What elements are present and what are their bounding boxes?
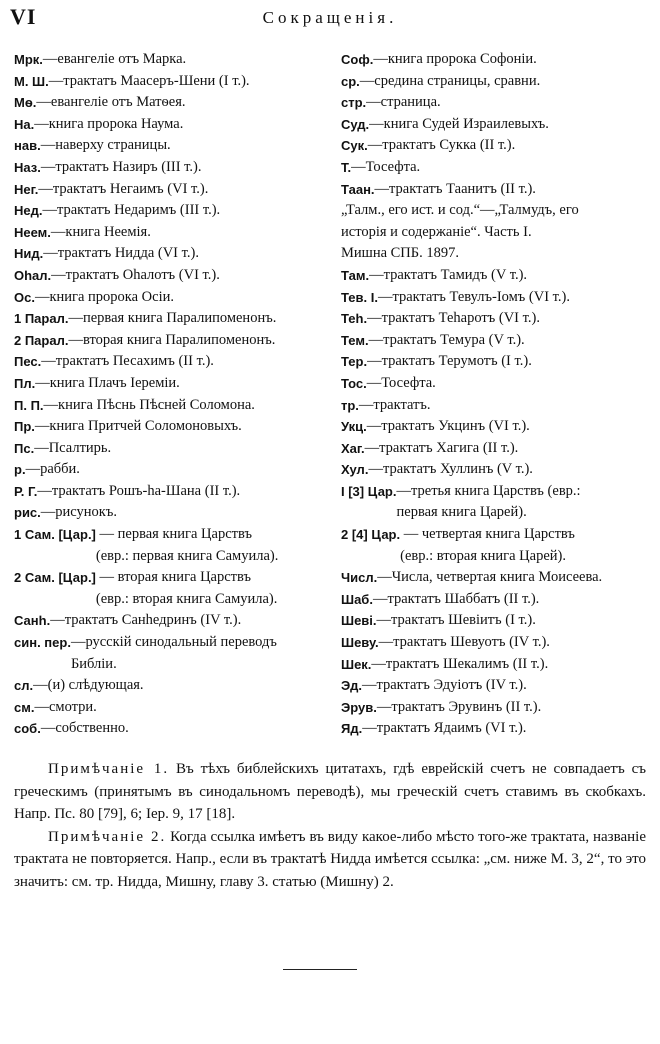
- abbreviation-entry: [14, 718, 326, 740]
- abbreviation-entry: [14, 330, 326, 352]
- abbreviation-entry: [14, 632, 326, 675]
- abbreviation-definition: —трактатъ Негаимъ (VI т.).: [38, 180, 209, 197]
- abbreviation-term: Сук.: [341, 138, 368, 154]
- abbreviation-term: Эрув.: [341, 699, 377, 715]
- abbreviation-entry: [341, 200, 653, 265]
- abbreviation-term: П. П.: [14, 397, 44, 413]
- abbreviation-entry: [341, 438, 653, 460]
- abbreviation-entry: [341, 287, 653, 309]
- abbreviation-entry: [14, 524, 326, 567]
- abbreviation-entry: [341, 697, 653, 719]
- abbreviation-term: Таан.: [341, 181, 375, 197]
- abbreviation-definition: —книга Пѣснь Пѣсней Соломона.: [43, 396, 255, 413]
- abbreviation-definition: —книга Плачъ Іереміи.: [35, 374, 180, 391]
- abbreviation-term: Шеві.: [341, 613, 377, 629]
- right-column: [341, 49, 653, 740]
- abbreviation-definition: —Числа, четвертая книга Моисеева.: [377, 569, 603, 586]
- abbreviation-term: Пс.: [14, 440, 35, 456]
- abbreviation-definition: —евангеліе отъ Матѳея.: [36, 94, 186, 111]
- abbreviation-term: Хул.: [341, 462, 369, 478]
- abbreviation-definition: —книга пророка Софоніи.: [373, 51, 537, 67]
- abbreviation-term: Суд.: [341, 116, 370, 132]
- abbreviation-entry: [14, 351, 326, 373]
- abbreviation-entry: [341, 265, 653, 287]
- note-2: [14, 826, 646, 894]
- abbreviation-term: Нед.: [14, 203, 43, 219]
- abbreviation-definition: —третья книга Царствъ (евр.: первая книга Царей).: [396, 482, 581, 521]
- abbreviation-entry: [14, 459, 326, 481]
- abbreviation-entry: [14, 179, 326, 201]
- abbreviation-term: Тем.: [341, 332, 369, 348]
- abbreviation-entry: [341, 92, 653, 114]
- abbreviation-entry: [14, 265, 326, 287]
- abbreviation-term: р.: [14, 462, 26, 478]
- abbreviation-entry: [341, 351, 653, 373]
- abbreviation-definition: —трактатъ Таанитъ (II т.).: [374, 180, 536, 197]
- note-text: Въ тѣхъ библейскихъ цитатахъ, гдѣ еврейскій счетъ не совпадаетъ съ греческимъ (принятымъ въ синодальномъ переводѣ), мы греческій счетъ ставимъ въ скобкахъ. Напр. Пс. 80 [79], 6; Іер. 9, 17 [18].: [14, 761, 646, 822]
- abbreviation-definition: —(и) слѣдующая.: [33, 677, 144, 694]
- abbreviation-entry: [14, 222, 326, 244]
- abbreviation-term: сл.: [14, 678, 34, 694]
- abbreviation-term: 2 Сам. [Цар.]: [14, 570, 96, 586]
- abbreviation-entry: [341, 114, 653, 136]
- abbreviation-term: Теһ.: [341, 311, 368, 327]
- abbreviation-term: Неем.: [14, 224, 51, 240]
- notes-section: [14, 758, 646, 893]
- abbreviation-definition: —трактатъ Эдуіотъ (IV т.).: [361, 677, 527, 694]
- abbreviation-entry: [14, 114, 326, 136]
- abbreviation-entry: [14, 675, 326, 697]
- abbreviation-term: Тев. I.: [341, 289, 378, 305]
- abbreviation-term: Мѳ.: [14, 95, 37, 111]
- page-title: Сокращенія.: [262, 8, 398, 27]
- abbreviation-entry: [341, 589, 653, 611]
- abbreviation-definition: —Псалтирь.: [34, 439, 112, 456]
- abbreviation-definition: —собственно.: [40, 720, 129, 737]
- abbreviation-term: Тос.: [341, 375, 367, 391]
- abbreviation-entry: [14, 610, 326, 632]
- abbreviation-definition: —трактатъ Песахимъ (II т.).: [41, 353, 214, 370]
- abbreviation-entry: [341, 718, 653, 740]
- abbreviation-definition: —трактатъ.: [358, 396, 431, 413]
- abbreviation-term: Нид.: [14, 246, 44, 262]
- abbreviation-term: Яд.: [341, 721, 363, 737]
- abbreviation-definition: —трактатъ Санһедринъ (IV т.).: [50, 612, 242, 629]
- note-1: [14, 758, 646, 826]
- abbreviation-term: рис.: [14, 505, 41, 521]
- abbreviation-entry: [341, 524, 653, 567]
- abbreviation-entry: [341, 654, 653, 676]
- abbreviation-definition: —трактатъ Эрувинъ (II т.).: [376, 698, 542, 715]
- abbreviation-entry: [341, 416, 653, 438]
- abbreviation-entry: [341, 395, 653, 417]
- abbreviation-definition: —наверху страницы.: [40, 137, 171, 154]
- abbreviation-term: Мрк.: [14, 52, 43, 67]
- abbreviation-definition: —трактатъ Шекалимъ (II т.).: [371, 655, 549, 672]
- abbreviation-definition: —трактатъ Терумотъ (I т.).: [367, 353, 532, 370]
- abbreviation-entry: [341, 49, 653, 71]
- abbreviation-definition: —русскій синодальный переводъ Библіи.: [70, 634, 277, 672]
- closing-rule: [283, 969, 357, 970]
- abbreviation-term: Пр.: [14, 419, 35, 435]
- abbreviation-entry: [14, 92, 326, 114]
- abbreviation-definition: —трактатъ Тевулъ-Іомъ (VI т.).: [377, 288, 571, 305]
- abbreviation-definition: —книга пророка Осіи.: [34, 288, 175, 305]
- abbreviation-definition: —трактатъ Теһаротъ (VI т.).: [367, 310, 540, 327]
- abbreviation-term: Ос.: [14, 289, 35, 305]
- abbreviation-definition: —трактатъ Нидда (VI т.).: [43, 245, 199, 262]
- abbreviation-definition: —книга Притчей Соломоновыхъ.: [34, 418, 242, 435]
- abbreviation-definition: — вторая книга Царствъ (евр.: вторая книга Самуила).: [95, 569, 278, 607]
- abbreviation-entry: [341, 330, 653, 352]
- abbreviation-entry: [14, 200, 326, 222]
- note-text: Когда ссылка имѣетъ въ виду какое-либо мѣсто того-же трактата, названіе трактата не повторяется. Напр., если въ трактатѣ Нидда имѣется ссылка: „см. ниже М. 3, 2“, то это значитъ: см. тр. Нидда, Мишну, главу 3. статью (Мишну) 2.: [14, 828, 646, 890]
- abbreviation-definition: — четвертая книга Царствъ (евр.: вторая книга Царей).: [400, 526, 575, 564]
- abbreviation-definition: —трактатъ Шаббатъ (II т.).: [372, 590, 540, 607]
- abbreviation-term: син. пер.: [14, 635, 71, 651]
- abbreviation-entry: [14, 416, 326, 438]
- abbreviation-definition: —трактатъ Оһалотъ (VI т.).: [51, 266, 220, 283]
- abbreviation-definition: —книга пророка Наума.: [34, 115, 184, 132]
- abbreviation-term: Р. Г.: [14, 483, 38, 499]
- abbreviation-definition: „Талм., его ист. и сод.“—„Талмудъ, его исторія и содержаніе“. Часть I. Мишна СПБ. 1897.: [341, 202, 579, 262]
- abbreviation-definition: —евангеліе отъ Марка.: [42, 51, 187, 67]
- abbreviation-entry: [341, 459, 653, 481]
- abbreviation-term: Оһал.: [14, 267, 52, 283]
- abbreviation-term: соб.: [14, 721, 41, 737]
- abbreviation-entry: [14, 157, 326, 179]
- abbreviation-definition: —трактатъ Недаримъ (III т.).: [42, 202, 221, 219]
- abbreviation-entry: [14, 135, 326, 157]
- abbreviation-term: нав.: [14, 138, 41, 154]
- abbreviation-term: Хаг.: [341, 440, 365, 456]
- abbreviation-entry: [341, 71, 653, 93]
- note-label: Примѣчаніе 2.: [48, 828, 167, 845]
- abbreviation-term: 2 [4] Цар.: [341, 527, 401, 543]
- abbreviation-term: Санһ.: [14, 613, 51, 629]
- abbreviation-entry: [341, 179, 653, 201]
- abbreviation-definition: —трактатъ Хагига (II т.).: [364, 439, 519, 456]
- abbreviation-definition: —трактатъ Шевуотъ (IV т.).: [378, 634, 550, 651]
- page-number: VI: [10, 4, 37, 29]
- abbreviation-entry: [14, 567, 326, 610]
- abbreviation-entry: [14, 438, 326, 460]
- abbreviation-term: Там.: [341, 267, 370, 283]
- abbreviation-entry: [341, 567, 653, 589]
- abbreviation-definition: — первая книга Царствъ (евр.: первая книга Самуила).: [95, 526, 279, 564]
- abbreviation-term: Нег.: [14, 181, 39, 197]
- abbreviation-term: М. Ш.: [14, 73, 49, 89]
- abbreviation-definition: —вторая книга Паралипоменонъ.: [68, 331, 276, 348]
- abbreviation-term: I [3] Цар.: [341, 483, 397, 499]
- abbreviation-term: Соф.: [341, 52, 374, 67]
- abbreviation-term: 1 Сам. [Цар.]: [14, 527, 96, 543]
- abbreviation-entry: [341, 481, 653, 524]
- abbreviation-definition: —трактатъ Сукка (II т.).: [367, 137, 516, 154]
- abbreviation-definition: —средина страницы, сравни.: [359, 72, 541, 89]
- abbreviation-term: Числ.: [341, 570, 378, 586]
- abbreviation-term: стр.: [341, 95, 367, 111]
- abbreviation-definition: —рабби.: [25, 461, 80, 478]
- abbreviation-entry: [341, 675, 653, 697]
- abbreviation-term: Шек.: [341, 656, 372, 672]
- abbreviation-entry: [14, 697, 326, 719]
- abbreviation-term: Шаб.: [341, 591, 373, 607]
- abbreviation-entry: [341, 373, 653, 395]
- abbreviation-entry: [14, 481, 326, 503]
- abbreviation-definition: —трактатъ Шевіитъ (I т.).: [376, 612, 536, 629]
- abbreviation-entry: [341, 610, 653, 632]
- abbreviation-term: 2 Парал.: [14, 332, 69, 348]
- abbreviation-term: тр.: [341, 397, 359, 413]
- abbreviation-definition: —трактатъ Ядаимъ (VI т.).: [362, 720, 527, 737]
- abbreviation-term: На.: [14, 116, 35, 132]
- abbreviation-term: Шеву.: [341, 635, 379, 651]
- abbreviation-term: Т.: [341, 159, 352, 175]
- abbreviation-entry: [341, 157, 653, 179]
- abbreviation-term: 1 Парал.: [14, 311, 69, 327]
- abbreviation-entry: [14, 243, 326, 265]
- abbreviation-definition: —книга Неемія.: [50, 223, 151, 240]
- abbreviation-term: Наз.: [14, 159, 41, 175]
- abbreviation-term: Тер.: [341, 354, 368, 370]
- abbreviation-term: ср.: [341, 73, 360, 89]
- abbreviation-term: Пес.: [14, 354, 42, 370]
- abbreviation-definition: —трактатъ Маасеръ-Шени (I т.).: [48, 72, 250, 89]
- abbreviation-entry: [341, 308, 653, 330]
- abbreviation-definition: —смотри.: [34, 698, 97, 715]
- abbreviation-entry: [341, 135, 653, 157]
- abbreviation-entry: [14, 502, 326, 524]
- abbreviation-definition: —страница.: [366, 94, 441, 111]
- abbreviation-definition: —трактатъ Назиръ (III т.).: [40, 158, 202, 175]
- abbreviation-term: Эд.: [341, 678, 362, 694]
- abbreviation-definition: —Тосефта.: [366, 374, 436, 391]
- abbreviation-entry: [341, 632, 653, 654]
- abbreviation-definition: —трактатъ Укцинъ (VI т.).: [366, 418, 530, 435]
- abbreviation-entry: [14, 71, 326, 93]
- abbreviation-definition: —книга Судей Израилевыхъ.: [369, 115, 549, 132]
- abbreviation-entry: [14, 308, 326, 330]
- abbreviation-definition: —трактатъ Хуллинъ (V т.).: [368, 461, 533, 478]
- abbreviation-entry: [14, 49, 326, 71]
- abbreviation-definition: —первая книга Паралипоменонъ.: [68, 310, 277, 327]
- abbreviation-definition: —Тосефта.: [351, 158, 421, 175]
- abbreviation-entry: [14, 287, 326, 309]
- note-label: Примѣчаніе 1.: [48, 761, 170, 777]
- abbreviation-entry: [14, 395, 326, 417]
- abbreviation-definition: —трактатъ Тамидъ (V т.).: [369, 266, 528, 283]
- abbreviation-definition: —трактатъ Темура (V т.).: [368, 331, 525, 348]
- abbreviation-definition: —рисунокъ.: [40, 504, 117, 521]
- abbreviation-term: Укц.: [341, 419, 367, 435]
- abbreviation-term: Пл.: [14, 375, 36, 391]
- abbreviation-definition: —трактатъ Рошъ-һа-Шана (II т.).: [37, 482, 241, 499]
- left-column: [14, 49, 326, 740]
- abbreviation-term: см.: [14, 699, 35, 715]
- abbreviation-entry: [14, 373, 326, 395]
